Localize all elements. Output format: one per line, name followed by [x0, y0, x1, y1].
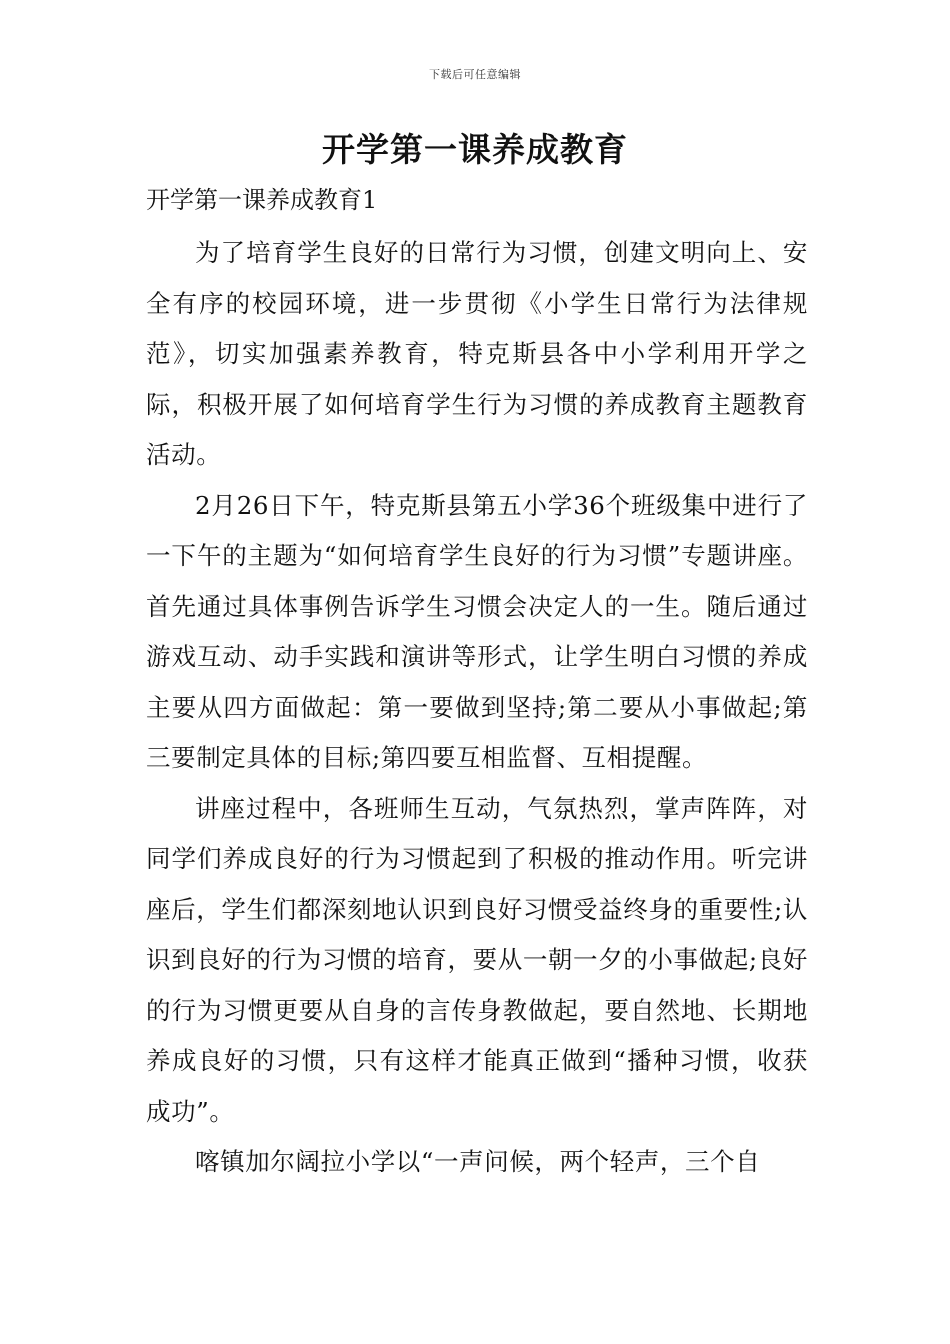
paragraph: 2月26日下午，特克斯县第五小学36个班级集中进行了一下午的主题为“如何培育学生良好的行为习惯”专题讲座。首先通过具体事例告诉学生习惯会决定人的一生。随后通过游戏互动、动手实践和演讲等形式，让学生明白习惯的养成主要从四方面做起：第一要做到坚持;第二要从小事做起;第三要制定具体的目标;第四要互相监督、互相提醒。: [146, 490, 808, 772]
paragraph: 喀镇加尔阔拉小学以“一声问候，两个轻声，三个自: [195, 1147, 761, 1176]
body-text: [146, 228, 808, 1188]
header-note: 下载后可任意编辑: [429, 68, 521, 81]
section-subheading: 开学第一课养成教育1: [146, 186, 378, 214]
paragraph: 讲座过程中，各班师生互动，气氛热烈，掌声阵阵，对同学们养成良好的行为习惯起到了积极的推动作用。听完讲座后，学生们都深刻地认识到良好习惯受益终身的重要性;认识到良好的行为习惯的培育，要从一朝一夕的小事做起;良好的行为习惯更要从自身的言传身教做起，要自然地、长期地养成良好的习惯，只有这样才能真正做到“播种习惯，收获成功”。: [146, 793, 808, 1126]
paragraph: 为了培育学生良好的日常行为习惯，创建文明向上、安全有序的校园环境，进一步贯彻《小学生日常行为法律规范》，切实加强素养教育，特克斯县各中小学利用开学之际，积极开展了如何培育学生行为习惯的养成教育主题教育活动。: [146, 238, 808, 469]
document-title: 开学第一课养成教育: [322, 130, 628, 169]
